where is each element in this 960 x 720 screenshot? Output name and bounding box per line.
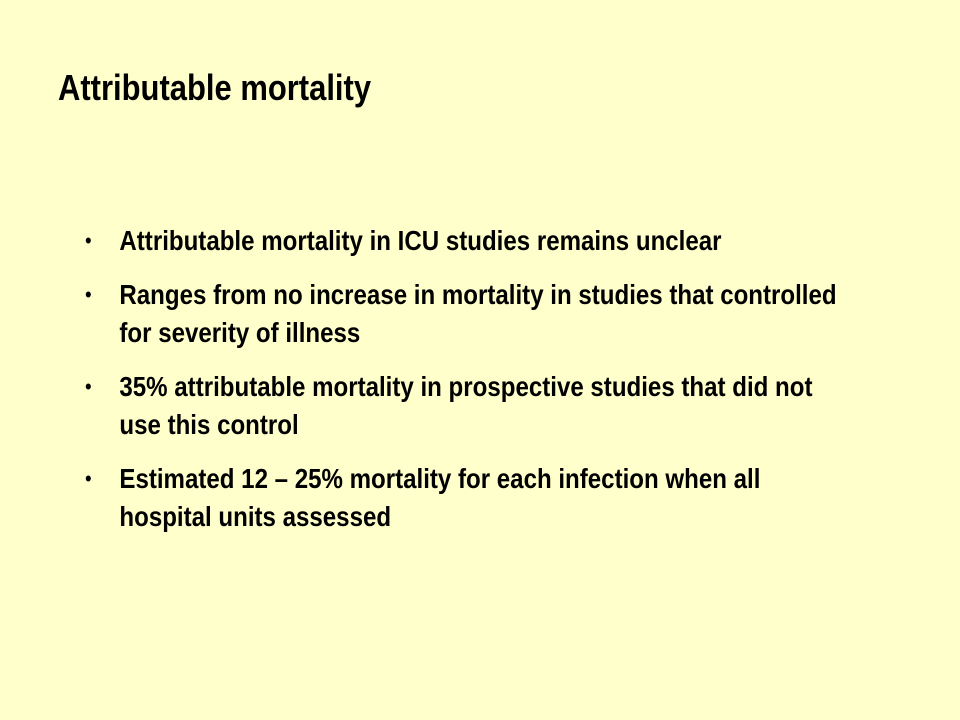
bullet-marker-icon: • [85, 282, 92, 307]
bullet-text: Ranges from no increase in mortality in studies that controlled for severity of illness [119, 279, 837, 348]
bullet-item [85, 222, 842, 260]
bullet-list [85, 222, 842, 552]
bullet-marker-icon: • [85, 374, 92, 399]
bullet-marker-icon: • [85, 228, 92, 253]
slide-title: Attributable mortality [58, 67, 372, 108]
bullet-item [85, 276, 842, 352]
bullet-text: 35% attributable mortality in prospective studies that did not use this control [119, 371, 813, 440]
bullet-text: Attributable mortality in ICU studies remains unclear [119, 225, 722, 256]
bullet-marker-icon: • [85, 466, 92, 491]
bullet-item [85, 460, 842, 536]
bullet-text: Estimated 12 – 25% mortality for each infection when all hospital units assessed [119, 463, 761, 532]
bullet-item [85, 368, 842, 444]
